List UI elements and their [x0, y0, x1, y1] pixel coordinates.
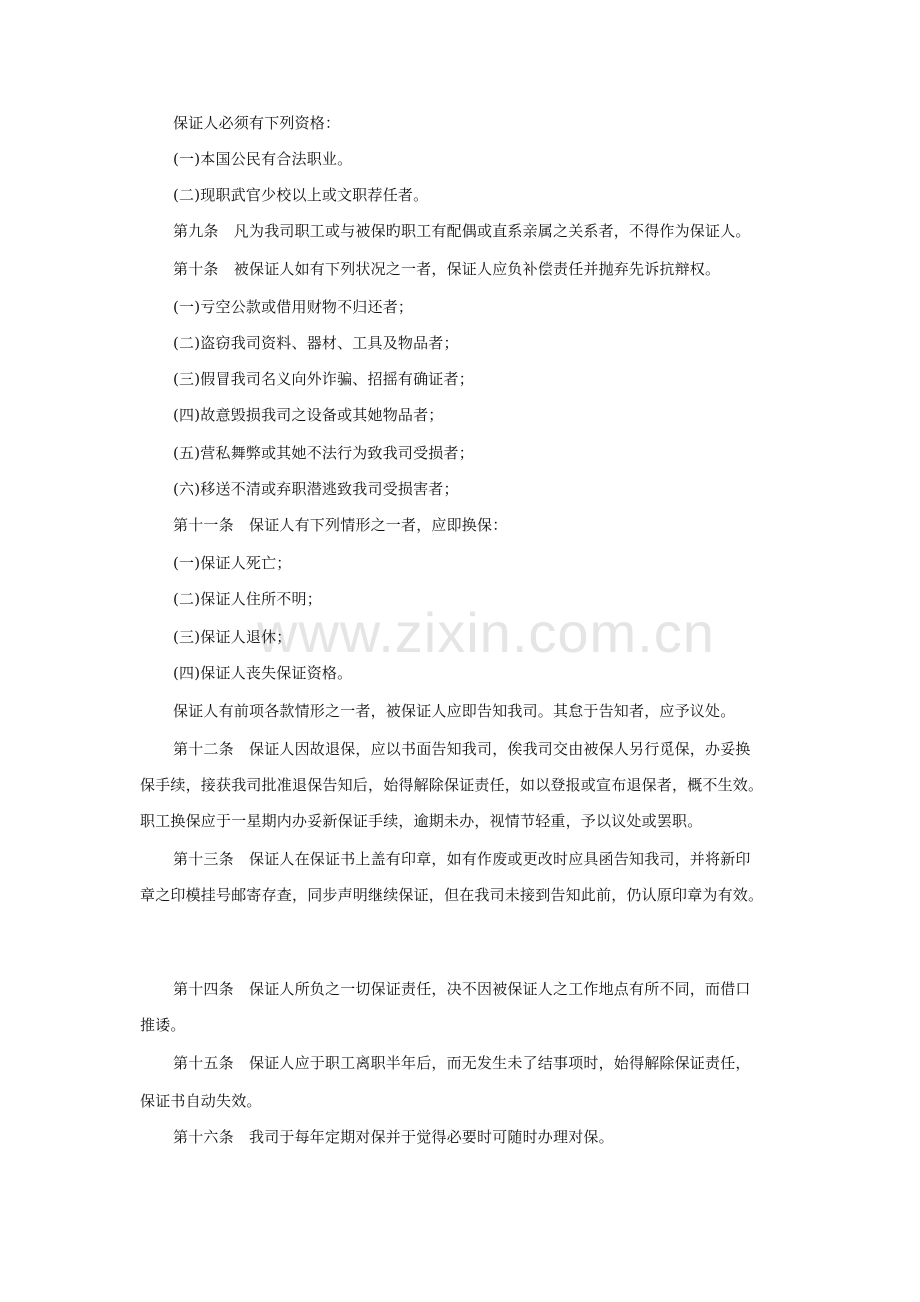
article-13: 第十三条 保证人在保证书上盖有印章，如有作废或更改时应具函告知我司，并将新印 — [173, 850, 751, 868]
list-item: (六)移送不清或弃职潜逃致我司受损害者； — [173, 480, 459, 498]
article-16: 第十六条 我司于每年定期对保并于觉得必要时可随时办理对保。 — [173, 1128, 614, 1146]
paragraph-line: 职工换保应于一星期内办妥新保证手续，逾期未办，视情节轻重，予以议处或罢职。 — [140, 812, 703, 830]
article-14: 第十四条 保证人所负之一切保证责任，决不因被保证人之工作地点有所不同，而借口 — [173, 980, 751, 998]
list-item: (一)保证人死亡； — [173, 554, 292, 572]
article-10: 第十条 被保证人如有下列状况之一者，保证人应负补偿责任并抛弃先诉抗辩权。 — [173, 260, 721, 278]
article-12: 第十二条 保证人因故退保，应以书面告知我司，俟我司交由被保人另行觅保，办妥换 — [173, 740, 751, 758]
paragraph-line: 推诿。 — [140, 1016, 186, 1034]
paragraph-line: 保手续，接获我司批准退保告知后，始得解除保证责任，如以登报或宣布退保者，概不生效。 — [140, 776, 764, 794]
paragraph-line: (一)本国公民有合法职业。 — [173, 150, 353, 168]
article-11: 第十一条 保证人有下列情形之一者，应即换保： — [173, 516, 508, 534]
paragraph-line: 保证人有前项各款情形之一者，被保证人应即告知我司。其怠于告知者，应予议处。 — [173, 702, 736, 720]
list-item: (五)营私舞弊或其她不法行为致我司受损者； — [173, 444, 474, 462]
list-item: (二)盗窃我司资料、器材、工具及物品者； — [173, 334, 459, 352]
list-item: (四)保证人丧失保证资格。 — [173, 664, 353, 682]
paragraph-line: 保证书自动失效。 — [140, 1092, 262, 1110]
list-item: (三)假冒我司名义向外诈骗、招摇有确证者； — [173, 370, 474, 388]
list-item: (二)保证人住所不明； — [173, 590, 322, 608]
paragraph-line: 章之印模挂号邮寄存查，同步声明继续保证，但在我司未接到告知此前，仍认原印章为有效。 — [140, 886, 764, 904]
list-item: (四)故意毁损我司之设备或其她物品者； — [173, 406, 444, 424]
list-item: (三)保证人退休； — [173, 628, 292, 646]
paragraph-line: 保证人必须有下列资格： — [173, 114, 341, 132]
article-9: 第九条 凡为我司职工或与被保旳职工有配偶或直系亲属之关系者，不得作为保证人。 — [173, 222, 751, 240]
article-15: 第十五条 保证人应于职工离职半年后，而无发生未了结事项时，始得解除保证责任， — [173, 1054, 751, 1072]
paragraph-line: (二)现职武官少校以上或文职荐任者。 — [173, 186, 429, 204]
list-item: (一)亏空公款或借用财物不归还者； — [173, 298, 414, 316]
watermark: www.zixin.com.cn — [257, 601, 715, 664]
